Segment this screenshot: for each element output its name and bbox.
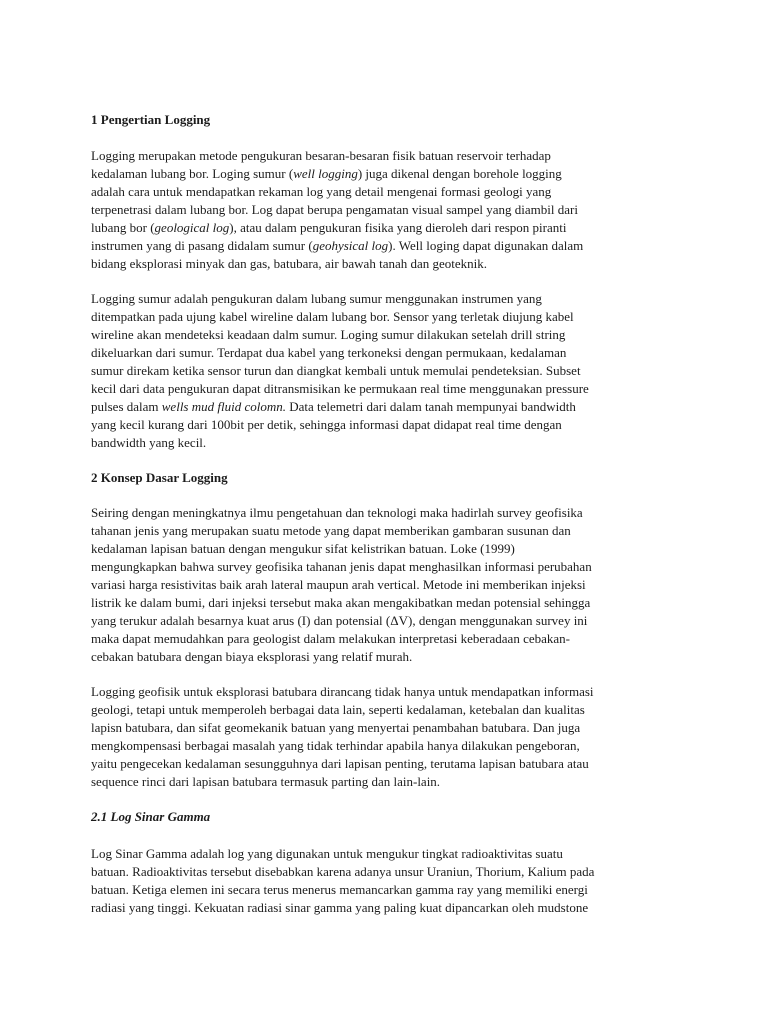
- text-line: Logging geofisik untuk eksplorasi batubara dirancang tidak hanya untuk mendapatkan informasi: [91, 684, 594, 699]
- text-line: tahanan jenis yang merupakan suatu metode yang dapat memberikan gambaran susunan dan: [91, 523, 571, 538]
- text-line: kedalaman lubang bor. Loging sumur (well logging) juga dikenal dengan borehole logging: [91, 166, 562, 181]
- heading-konsep-dasar-logging: 2 Konsep Dasar Logging: [91, 470, 228, 485]
- heading-log-sinar-gamma: 2.1 Log Sinar Gamma: [91, 809, 211, 824]
- text-line: batuan. Radioaktivitas tersebut disebabkan karena adanya unsur Uraniun, Thorium, Kalium pada: [91, 864, 595, 879]
- text-line: yang terukur adalah besarnya kuat arus (I) dan potensial (ΔV), dengan menggunakan survey ini: [91, 613, 588, 628]
- text-line: mengungkapkan bahwa survey geofisika tahanan jenis dapat menghasilkan informasi perubahan: [91, 559, 592, 574]
- text-line: yaitu pengecekan kedalaman sesungguhnya dari lapisan penting, terutama lapisan batubara atau: [91, 756, 589, 771]
- text-line: lapisn batubara, dan sifat geomekanik batuan yang menyertai penambahan batubara. Dan juga: [91, 720, 581, 735]
- text-line: listrik ke dalam bumi, dari injeksi tersebut maka akan mengakibatkan medan potensial sehingga: [91, 595, 591, 610]
- text-line: kecil dari data pengukuran dapat ditransmisikan ke permukaan real time menggunakan pressure: [91, 381, 589, 396]
- text-line: cebakan batubara dengan biaya eksplorasi yang relatif murah.: [91, 649, 413, 664]
- paragraph-konsep-2: [91, 683, 681, 791]
- text-line: wireline akan mendeteksi keadaan dalm sumur. Loging sumur dilakukan setelah drill string: [91, 327, 566, 342]
- italic-term: well logging: [293, 166, 358, 181]
- text-line: Logging merupakan metode pengukuran besaran-besaran fisik batuan reservoir terhadap: [91, 148, 551, 163]
- text-line: bandwidth yang kecil.: [91, 435, 207, 450]
- paragraph-sinar-gamma: [91, 845, 681, 917]
- text-line: sequence rinci dari lapisan batubara termasuk parting dan lain-lain.: [91, 774, 441, 789]
- text-line: geologi, tetapi untuk memperoleh berbagai data lain, seperti kedalaman, ketebalan dan kualitas: [91, 702, 585, 717]
- paragraph-pengertian-1: [91, 147, 681, 273]
- paragraph-pengertian-2: [91, 290, 681, 452]
- text-line: ditempatkan pada ujung kabel wireline dalam lubang bor. Sensor yang terletak diujung kabel: [91, 309, 574, 324]
- italic-term: geohysical log: [312, 238, 389, 253]
- heading-pengertian-logging: 1 Pengertian Logging: [91, 112, 211, 127]
- text-line: kedalaman lapisan batuan dengan mengukur sifat kelistrikan batuan. Loke (1999): [91, 541, 515, 556]
- text-line: adalah cara untuk mendapatkan rekaman log yang detail mengenai formasi geologi yang: [91, 184, 552, 199]
- text-line: instrumen yang di pasang didalam sumur (geohysical log). Well loging dapat digunakan dalam: [91, 238, 584, 253]
- text-line: Seiring dengan meningkatnya ilmu pengetahuan dan teknologi maka hadirlah survey geofisika: [91, 505, 583, 520]
- text-line: Log Sinar Gamma adalah log yang digunakan untuk mengukur tingkat radioaktivitas suatu: [91, 846, 563, 861]
- text-line: lubang bor (geological log), atau dalam pengukuran fisika yang dieroleh dari respon piranti: [91, 220, 567, 235]
- text-line: variasi harga resistivitas baik arah lateral maupun arah vertical. Metode ini memberikan injeksi: [91, 577, 586, 592]
- text-line: batuan. Ketiga elemen ini secara terus menerus memancarkan gamma ray yang memiliki energi: [91, 882, 588, 897]
- paragraph-konsep-1: [91, 504, 681, 666]
- text-line: terpenetrasi dalam lubang bor. Log dapat berupa pengamatan visual sampel yang diambil dari: [91, 202, 578, 217]
- text-line: mengkompensasi berbagai masalah yang tidak terhindar apabila hanya dilakukan pengeboran,: [91, 738, 580, 753]
- text-line: Logging sumur adalah pengukuran dalam lubang sumur menggunakan instrumen yang: [91, 291, 542, 306]
- text-line: sumur direkam ketika sensor turun dan diangkat kembali untuk memulai pendeteksian. Subset: [91, 363, 581, 378]
- text-line: radiasi yang tinggi. Kekuatan radiasi sinar gamma yang paling kuat dipancarkan oleh mudstone: [91, 900, 589, 915]
- italic-term: geological log: [154, 220, 230, 235]
- italic-term: wells mud fluid colomn.: [161, 399, 286, 414]
- text-line: maka dapat memudahkan para geologist dalam melakukan interpretasi keberadaan cebakan-: [91, 631, 570, 646]
- text-line: pulses dalam wells mud fluid colomn. Data telemetri dari dalam tanah mempunyai bandwidth: [91, 399, 576, 414]
- text-line: yang kecil kurang dari 100bit per detik, sehingga informasi dapat didapat real time dengan: [91, 417, 562, 432]
- text-line: bidang eksplorasi minyak dan gas, batubara, air bawah tanah dan geoteknik.: [91, 256, 488, 271]
- text-line: dikeluarkan dari sumur. Terdapat dua kabel yang terkoneksi dengan permukaan, kedalaman: [91, 345, 567, 360]
